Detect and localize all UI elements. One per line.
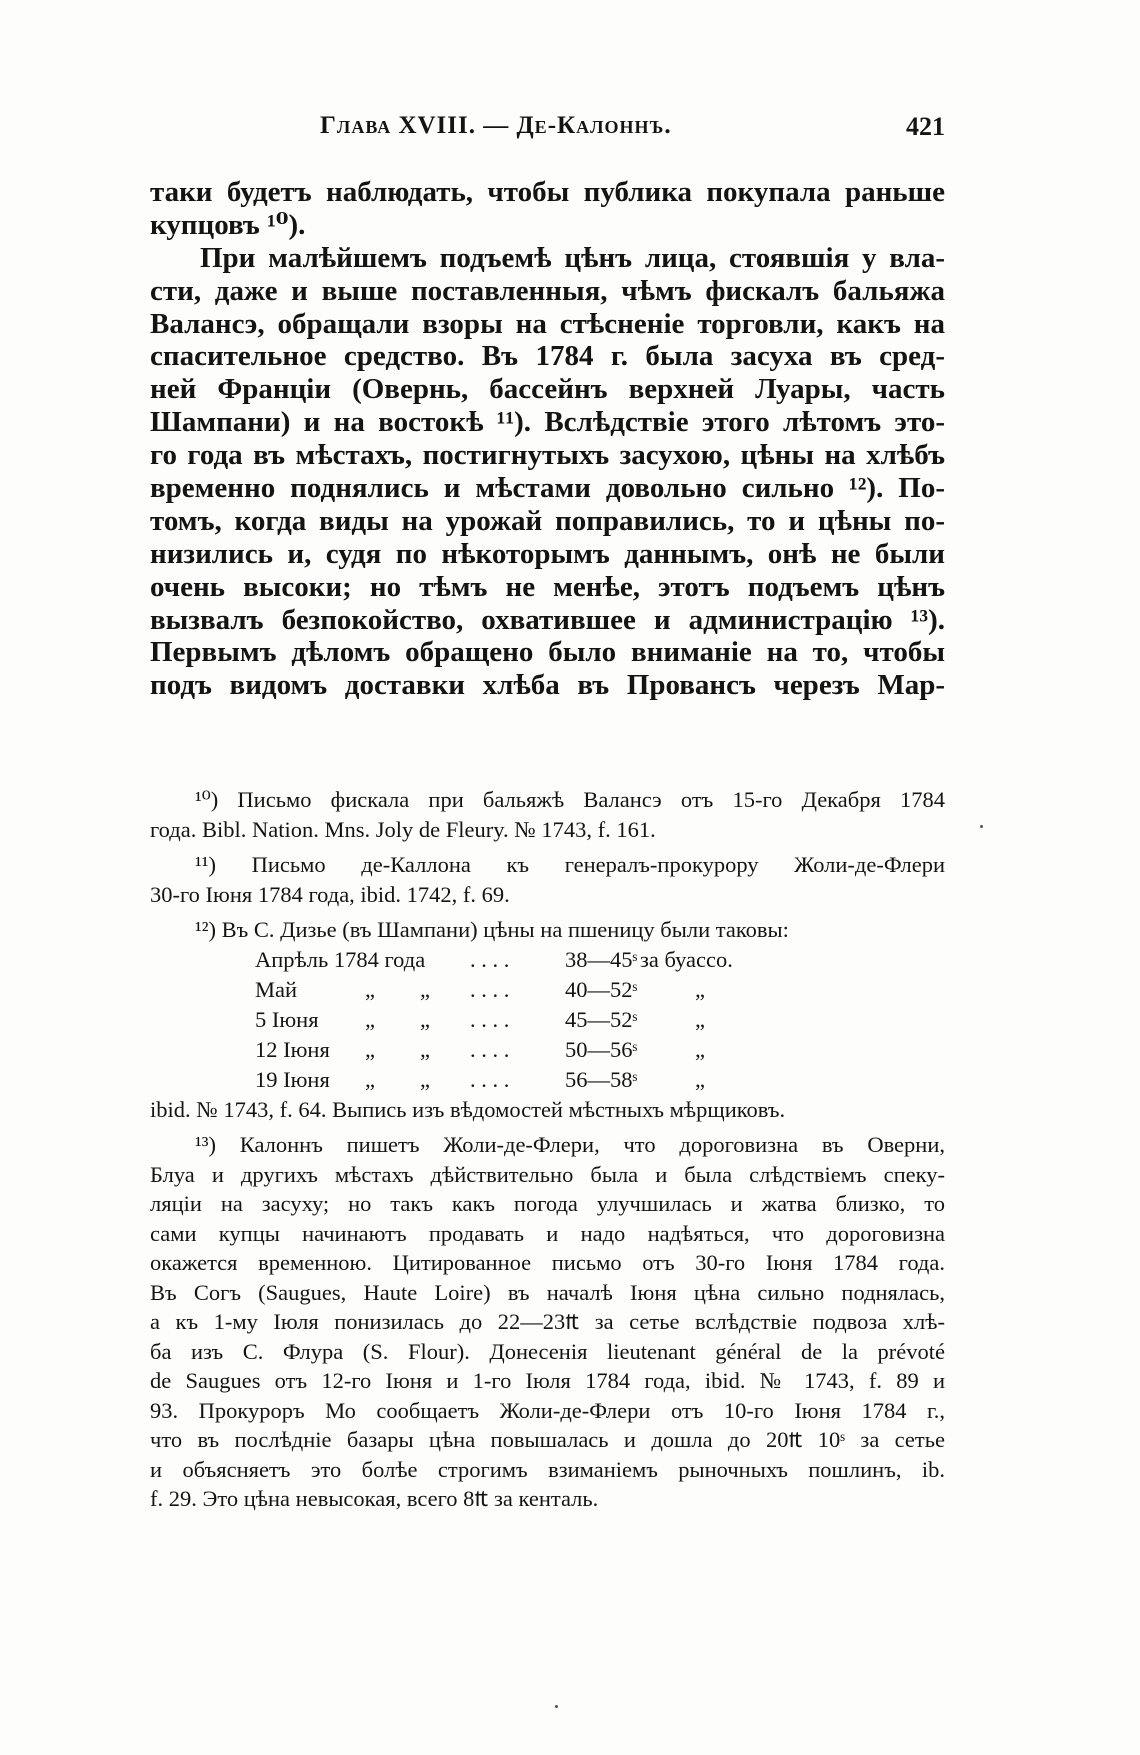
footnote-line: года. Bibl. Nation. Mns. Joly de Fleury. № 1743, f. 161. [150,816,656,842]
table-cell-dots: . . . . [470,1006,510,1032]
footnote-line: ¹²) Въ С. Дизье (въ Шампани) цѣны на пшеницу были таковы: [195,917,789,942]
table-cell-dots: . . . . [470,1036,510,1062]
table-cell-date: 19 Іюня [255,1066,330,1092]
text-line: таки будетъ наблюдать, чтобы публика покупала раньше [150,176,945,208]
table-cell-ditto: „ [420,1006,430,1032]
table-cell-date: Май [255,976,298,1002]
table-cell-ditto: „ [365,976,375,1002]
table-row [255,1065,835,1095]
table-row [255,945,835,975]
footnote-line: сами купцы начинаютъ продавать и надо надѣяться, что дороговизна [150,1220,945,1246]
footnote-line: f. 29. Это цѣна невысокая, всего 8₶ за кенталь. [150,1486,599,1511]
footnotes [150,785,945,1520]
running-header [150,112,945,146]
footnote-line: ¹⁰) Письмо фискала при бальяжѣ Валансэ отъ 15-го Декабря 1784 [195,787,945,812]
table-cell-price: 56—58ˢ [565,1066,638,1092]
table-cell-unit: „ [695,1066,705,1092]
footnote-line: и объясняетъ это болѣе строгимъ взиманіемъ рыночныхъ пошлинъ, ib. [150,1456,945,1482]
footnote-line: а къ 1-му Іюля понизилась до 22—23₶ за сетье вслѣдствіе подвоза хлѣ- [150,1309,945,1334]
text-line: купцовъ ¹⁰). [150,208,306,241]
table-cell-ditto: „ [365,1006,375,1032]
footnote-12 [150,915,945,1124]
paper-speck [980,825,983,828]
table-cell-ditto: „ [365,1066,375,1092]
footnote-line: 93. Прокуроръ Мо сообщаетъ Жоли-де-Флери отъ 10-го Іюня 1784 г., [150,1397,945,1423]
text-line: подъ видомъ доставки хлѣба въ Провансъ черезъ Мар- [150,669,945,702]
text-line: При малѣйшемъ подъемѣ цѣнъ лица, стоявшія у вла- [200,241,945,274]
table-cell-ditto: „ [365,1036,375,1062]
footnote-line: ¹¹) Письмо де-Каллона къ генералъ-прокурору Жоли-де-Флери [195,852,945,877]
text-line: вызвалъ безпокойство, охватившее и администрацію ¹³). [150,603,945,636]
footnote-line: ляціи на засуху; но такъ какъ погода улучшилась и жатва близко, то [150,1191,945,1216]
table-cell-dots: . . . . [470,976,510,1002]
footnote-11 [150,850,945,909]
table-cell-price: 45—52ˢ [565,1006,638,1032]
table-cell-unit: за буассо. [640,946,733,972]
table-cell-ditto: „ [420,1066,430,1092]
footnote-line: ¹³) Калоннъ пишетъ Жоли-де-Флери, что дороговизна въ Оверни, [195,1132,945,1157]
table-row [255,1035,835,1065]
table-cell-ditto: „ [420,976,430,1002]
footnote-line: Блуа и другихъ мѣстахъ дѣйствительно была и была слѣдствіемъ спеку- [150,1161,945,1187]
text-line: ней Франціи (Овернь, бассейнъ верхней Луары, часть [150,373,945,406]
table-cell-dots: . . . . [470,1066,510,1092]
footnote-13 [150,1130,945,1514]
text-line: низились и, судя по нѣкоторымъ даннымъ, онѣ не были [150,537,945,570]
table-cell-price: 40—52ˢ [565,976,638,1002]
paper-speck [555,1705,558,1708]
table-row [255,1005,835,1035]
table-cell-unit: „ [695,1036,705,1062]
text-line: го года въ мѣстахъ, постигнутыхъ засухою, цѣны на хлѣбъ [150,439,945,472]
footnote-line: ibid. № 1743, f. 64. Выпись изъ вѣдомостей мѣстныхъ мѣрщиковъ. [150,1096,786,1122]
table-cell-price: 38—45ˢ [565,946,638,972]
text-line: Валансэ, обращали взоры на стѣсненіе торговли, какъ на [150,307,945,340]
footnote-line: окажется временною. Цитированное письмо отъ 30-го Іюня 1784 года. [150,1250,945,1275]
table-cell-price: 50—56ˢ [565,1036,638,1062]
table-cell-date: Апрѣль 1784 года [255,946,426,972]
page-number: 421 [906,112,945,141]
table-cell-ditto: „ [420,1036,430,1062]
table-row [255,975,835,1005]
footnote-10 [150,785,945,844]
text-line: очень высоки; но тѣмъ не менѣе, этотъ подъемъ цѣнъ [150,570,945,603]
table-cell-date: 12 Іюня [255,1036,330,1062]
price-table [255,945,835,1095]
footnote-line: Въ Согъ (Saugues, Haute Loire) въ началѣ Іюня цѣна сильно поднялась, [150,1279,945,1305]
text-line: временно поднялись и мѣстами довольно сильно ¹²). По- [150,472,945,505]
table-cell-unit: „ [695,976,705,1002]
running-title: Глава XVIII. — Де-Калоннъ. [320,112,672,139]
footnote-line: de Saugues отъ 12-го Іюня и 1-го Іюля 1784 года, ibid. № 1743, f. 89 и [150,1368,945,1393]
table-cell-unit: „ [695,1006,705,1032]
footnote-line: 30-го Іюня 1784 года, ibid. 1742, f. 69. [150,881,510,907]
footnote-line: ба изъ С. Флура (S. Flour). Донесенія lieutenant général de la prévoté [150,1338,945,1364]
footnote-line: что въ послѣдніе базары цѣна повышалась и дошла до 20₶ 10ˢ за сетье [150,1427,945,1452]
text-line: сти, даже и выше поставленныя, чѣмъ фискалъ бальяжа [150,274,945,307]
text-line: томъ, когда виды на урожай поправились, то и цѣны по- [150,504,945,537]
text-line: Шампани) и на востокѣ ¹¹). Вслѣдствіе этого лѣтомъ это- [150,406,945,439]
text-line: Первымъ дѣломъ обращено было вниманіе на то, чтобы [150,636,945,669]
table-cell-date: 5 Іюня [255,1006,319,1032]
text-line: спасительное средство. Въ 1784 г. была засуха въ сред- [150,340,945,373]
main-text [150,176,945,702]
table-cell-dots: . . . . [470,946,510,972]
